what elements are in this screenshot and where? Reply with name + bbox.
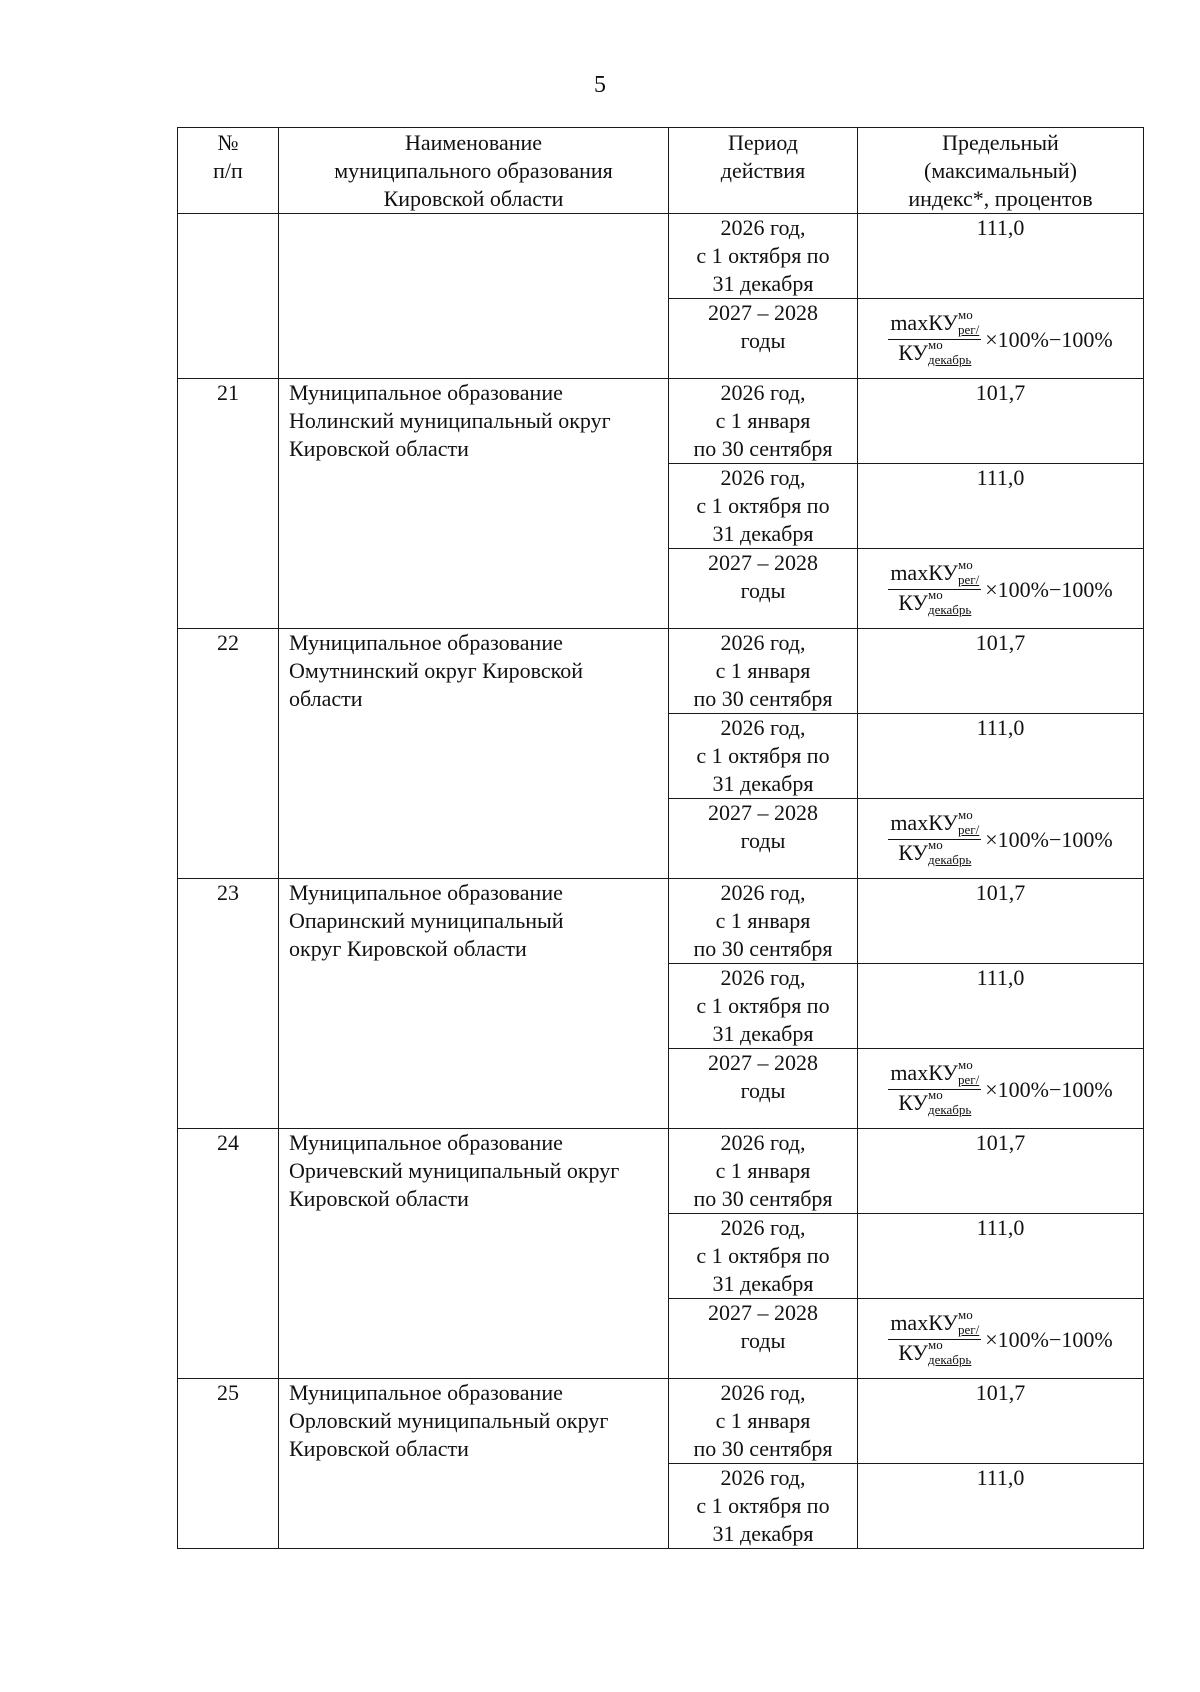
formula-numerator: maxКУ мо рег/: [888, 811, 981, 840]
municipality-cell: Муниципальное образование Оричевский муниципальный округ Кировской области: [279, 1129, 669, 1379]
row-number-cell: 23: [178, 879, 279, 1129]
max-index-cell: [858, 1299, 1144, 1379]
max-index-cell: 111,0: [858, 464, 1144, 549]
period-cell: 2026 год, с 1 января по 30 сентября: [669, 1129, 858, 1214]
row-number-cell: 25: [178, 1379, 279, 1549]
header-number: № п/п: [178, 128, 279, 214]
period-cell: 2026 год, с 1 января по 30 сентября: [669, 629, 858, 714]
period-cell: 2027 – 2028 годы: [669, 1049, 858, 1129]
formula-tail: ×100%−100%: [985, 826, 1113, 852]
period-cell: 2027 – 2028 годы: [669, 299, 858, 379]
municipality-cell: Муниципальное образование Омутнинский округ Кировской области: [279, 629, 669, 879]
formula: [888, 807, 1113, 868]
period-cell: 2027 – 2028 годы: [669, 549, 858, 629]
formula-fraction: [888, 807, 981, 868]
formula-tail: ×100%−100%: [985, 1076, 1113, 1102]
max-index-cell: 111,0: [858, 1214, 1144, 1299]
row-number-cell: 21: [178, 379, 279, 629]
header-max-index: Предельный (максимальный) индекс*, процентов: [858, 128, 1144, 214]
row-number-cell: 22: [178, 629, 279, 879]
municipality-cell: Муниципальное образование Опаринский муниципальный округ Кировской области: [279, 879, 669, 1129]
table-row: [178, 629, 1144, 714]
header-municipality: Наименование муниципального образования Кировской области: [279, 128, 669, 214]
period-cell: 2026 год, с 1 января по 30 сентября: [669, 879, 858, 964]
max-index-cell: 111,0: [858, 214, 1144, 299]
page-number: 5: [594, 72, 606, 98]
formula-fraction: [888, 1307, 981, 1368]
max-index-cell: 101,7: [858, 879, 1144, 964]
max-index-cell: [858, 1049, 1144, 1129]
formula-denominator: КУ мо декабрь: [898, 1086, 972, 1117]
formula-fraction: [888, 1057, 981, 1118]
formula-numerator: maxКУ мо рег/: [888, 1061, 981, 1090]
formula-numerator: maxКУ мо рег/: [888, 311, 981, 340]
formula-denominator: КУ мо декабрь: [898, 1336, 972, 1367]
period-cell: 2026 год, с 1 октября по 31 декабря: [669, 1214, 858, 1299]
formula-numerator: maxКУ мо рег/: [888, 561, 981, 590]
formula-tail: ×100%−100%: [985, 576, 1113, 602]
max-index-cell: 111,0: [858, 714, 1144, 799]
municipality-cell: Муниципальное образование Нолинский муниципальный округ Кировской области: [279, 379, 669, 629]
max-index-cell: 111,0: [858, 964, 1144, 1049]
max-index-cell: [858, 549, 1144, 629]
row-number-cell: 24: [178, 1129, 279, 1379]
max-index-cell: 101,7: [858, 629, 1144, 714]
period-cell: 2026 год, с 1 января по 30 сентября: [669, 1379, 858, 1464]
max-index-cell: [858, 799, 1144, 879]
formula-numerator: maxКУ мо рег/: [888, 1311, 981, 1340]
formula: [888, 1057, 1113, 1118]
max-index-cell: 111,0: [858, 1464, 1144, 1549]
period-cell: 2026 год, с 1 октября по 31 декабря: [669, 464, 858, 549]
period-cell: 2026 год, с 1 октября по 31 декабря: [669, 714, 858, 799]
formula-denominator: КУ мо декабрь: [898, 336, 972, 367]
formula: [888, 1307, 1113, 1368]
formula: [888, 307, 1113, 368]
max-index-cell: 101,7: [858, 379, 1144, 464]
formula-tail: ×100%−100%: [985, 326, 1113, 352]
max-index-cell: 101,7: [858, 1379, 1144, 1464]
period-cell: 2026 год, с 1 января по 30 сентября: [669, 379, 858, 464]
table-header-row: [178, 128, 1144, 214]
formula: [888, 557, 1113, 618]
municipality-cell: [279, 214, 669, 379]
period-cell: 2026 год, с 1 октября по 31 декабря: [669, 964, 858, 1049]
formula-fraction: [888, 557, 981, 618]
table-row: [178, 1379, 1144, 1464]
index-table: [177, 127, 1144, 1549]
formula-denominator: КУ мо декабрь: [898, 586, 972, 617]
table-row: [178, 214, 1144, 299]
table-row: [178, 379, 1144, 464]
table-row: [178, 1129, 1144, 1214]
formula-tail: ×100%−100%: [985, 1326, 1113, 1352]
formula-fraction: [888, 307, 981, 368]
period-cell: 2026 год, с 1 октября по 31 декабря: [669, 1464, 858, 1549]
table-body: [178, 214, 1144, 1549]
period-cell: 2026 год, с 1 октября по 31 декабря: [669, 214, 858, 299]
row-number-cell: [178, 214, 279, 379]
header-period: Период действия: [669, 128, 858, 214]
municipality-cell: Муниципальное образование Орловский муниципальный округ Кировской области: [279, 1379, 669, 1549]
table-row: [178, 879, 1144, 964]
period-cell: 2027 – 2028 годы: [669, 1299, 858, 1379]
max-index-cell: 101,7: [858, 1129, 1144, 1214]
formula-denominator: КУ мо декабрь: [898, 836, 972, 867]
period-cell: 2027 – 2028 годы: [669, 799, 858, 879]
max-index-cell: [858, 299, 1144, 379]
